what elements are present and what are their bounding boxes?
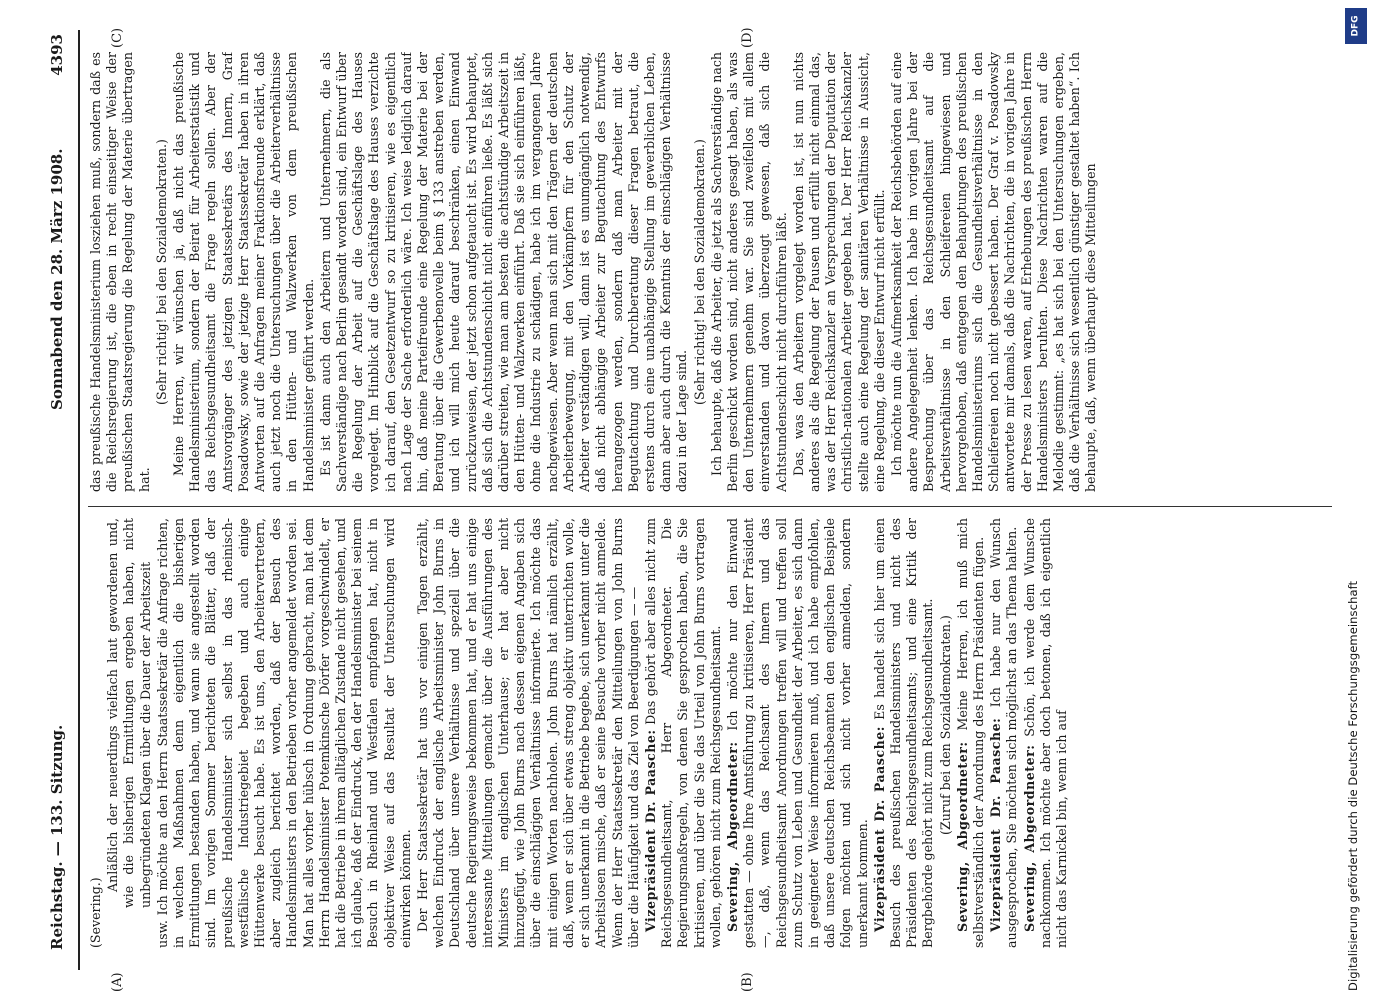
right-paragraph: Es ist dann auch den Arbeitern und Unternehmern, die als Sachverständige nach Berlin gesandt worden sind, ein Entwurf über die Regelung der Arbeit auf die Geschäftslage des Hauses vorgelegt. Im Hinblick auf die Geschäftslage des Hauses verzichte ich darauf, den Gesetzentwurf so zu kritisieren, wie es eigentlich nach Lage der Sache erforderlich wäre. Ich weise lediglich darauf hin, daß meine Parteifreunde eine Regelung der Materie bei der Beratung über die Gewerbenovelle beim § 133 anstreben werden, und ich will mich heute darauf beschränken, einen Einwand zurückzuweisen, der jetzt schon aufgetaucht ist. Es wird behauptet, daß sich die Achtstundenschicht nicht einführen ließe. Es läßt sich darüber streiten, wie man am besten die achtstündige Arbeitszeit in den Hütten- und Walzwerken einführt. Daß sie sich einführen läßt, ohne die Industrie zu schädigen, habe ich im vergangenen Jahre nachgewiesen. Aber wenn man sich mit den Trägern der deutschen Arbeiterbewegung, mit den Vorkämpfern für den Schutz der Arbeiter verständigen will, dann ist es unumgänglich notwendig, daß nicht abhängige Arbeiter zur Begutachtung des Entwurfs herangezogen werden, sondern daß man Arbeiter mit der Begutachtung und Durchberatung dieser Fragen betraut, die erstens durch eine unabhängige Stellung im gewerblichen Leben, dann aber auch durch die Kenntnis der einschlägigen Verhältnisse dazu in der Lage sind. <box>317 52 690 492</box>
exchange <box>988 518 1020 948</box>
speech-text: Ich möchte nur den Einwand gestatten — ohne Ihre Amtsführung zu kritisieren, Herr Präsident —, daß, wenn das Reichsamt des Innern und das Reichsgesundheitsamt Anordnungen treffen will und treffen soll zum Schutz von Leben und Gesundheit der Arbeiter, es sich dann in geeigneter Weise informieren muß, und ich habe empfohlen, daß unsere deutschen Reichsbeamten den englischen Beispiele folgen möchten und sich nicht vorher anmelden, sondern unerkannt kommen. <box>724 518 870 948</box>
right-paragraph: Ich möchte nun die Aufmerksamkeit der Reichsbehörden auf eine andere Angelegenheit lenken. Ich habe im vorigen Jahre bei der Besprechung über das Reichsgesundheitsamt auf die Arbeitsverhältnisse in den Schleifereien hingewiesen und hervorgehoben, daß entgegen den Behauptungen des preußischen Handelsministeriums sich die Gesundheitsverhältnisse in den Schleifereien noch nicht gebessert haben. Der Graf v. Posadowsky antwortete mir damals, daß die Nachrichten, die in vorigen Jahre in der Presse zu lesen waren, auf Erhebungen des preußischen Herrn Handelsministers beruhten. Diese Nachrichten waren auf die Melodie gestimmt: „es hat sich bei den Untersuchungen ergeben, daß die Verhältnisse sich wesentlich günstiger gestaltet haben“. Ich behaupte, daß, wenn überhaupt diese Mitteilungen <box>888 52 1099 492</box>
speaker-tag: (Severing.) <box>88 877 103 948</box>
exchange <box>725 518 871 948</box>
interjection-note: (Sehr richtig! bei den Sozialdemokraten.) <box>691 139 707 405</box>
right-paragraph: Das, was den Arbeitern vorgelegt worden ist, ist nun nichts anderes als die Regelung der Pausen und erfüllt nicht einmal das, was der Herr Reichskanzler an Versprechungen der Deputation der christlich-nationalen Arbeiter gegeben hat. Der Herr Reichskanzler stellte auch eine Regelung der sanitären Verhältnisse in Aussicht, eine Regelung, die dieser Entwurf nicht erfüllt. <box>790 52 887 492</box>
speaker-name: Severing, Abgeordneter: <box>1021 744 1037 932</box>
speech-text: Ich habe nur den Wunsch ausgesprochen, Sie möchten sich möglichst an das Thema halten. <box>988 518 1020 948</box>
digitization-stamp <box>1341 6 1371 996</box>
right-paragraph: Ich behaupte, daß die Arbeiter, die jetzt als Sachverständige nach Berlin geschickt worden sind, nicht anderes gesagt haben, als was den Unternehmern genehm war. Sie sind zweifellos mit allem einverstanden und davon überzeugt gewesen, daß sich die Achtstundenschicht nicht durchführen läßt. <box>708 52 789 492</box>
speaker-name: Vizepräsident Dr. Paasche: <box>871 726 887 932</box>
right-column <box>88 52 1332 492</box>
speech-text: Das gehört aber alles nicht zum Reichsgesundheitsamt, Herr Abgeordneter. Die Regierungsmaßregeln, von denen Sie gesprochen haben, die Sie kritisieren, und über die Sie das Urteil von John Burns vortragen wollen, gehören nicht zum Reichsgesundheitsamt. <box>642 518 723 948</box>
left-paragraph: Der Herr Staatssekretär hat uns vor einigen Tagen erzählt, welchen Eindruck der englische Arbeitsminister John Burns in Deutschland über unsere Verhältnisse und speziell über die deutsche Regierungsweise bekommen hat, und er hat uns einige interessante Mitteilungen gemacht über die Ausführungen des Ministers im englischen Unterhause; er hat aber nicht hinzugefügt, wie John Burns nach dessen eigenen Angaben sich über die einschlägigen Verhältnisse informierte. Ich möchte das mit einigen Worten nachholen. John Burns hat nämlich erzählt, daß, wenn er sich über etwas streng objektiv unterrichten wolle, er sich unerkannt in die Betriebe begebe, sich unerkannt unter die Arbeitslosen mische, daß er seine Besuche vorher nicht anmelde. Wenn der Herr Staatssekretär den Mitteilungen von John Burns über die Häufigkeit und das Ziel von Beerdigungen — — <box>415 518 641 948</box>
right-paragraph: Meine Herren, wir wünschen ja, daß nicht das preußische Handelsministerium, sondern der Beirat für Arbeiterstatistik und das Reichsgesundheitsamt die Frage regeln sollen. Aber der Amtsvorgänger des jetzigen Staatssekretärs des Innern, Graf Posadowsky, sowie der jetzige Herr Staatssekretär haben in ihren Antworten auf die Anfragen meiner Fraktionsfreunde erklärt, daß auch jetzt noch die Untersuchungen über die Arbeiterverhältnisse in den Hütten- und Walzwerken von dem preußischen Handelsminister geführt werden. <box>171 52 316 492</box>
header-date: Sonnabend den 28. März 1908. <box>48 148 66 410</box>
header-session-title: Reichstag. — 133. Sitzung. <box>48 724 66 950</box>
margin-label-b: (B) <box>740 972 755 992</box>
speech-text: Meine Herren, ich muß mich selbstverständlich der Anordnung des Herrn Präsidenten fügen. <box>954 518 986 948</box>
margin-label-a: (A) <box>110 972 125 992</box>
speech-text: Es handelt sich hier um einen Besuch des preußischen Handelsministers und nicht des Präsidenten des Reichsgesundheitsamts; und eine Kritik der Bergbehörde gehört nicht zum Reichsgesundheitsamt. <box>871 518 936 948</box>
speaker-name: Vizepräsident Dr. Paasche: <box>642 729 658 932</box>
exchange <box>872 518 937 948</box>
speaker-name: Severing, Abgeordneter: <box>954 741 970 932</box>
speaker-name: Vizepräsident Dr. Paasche: <box>988 717 1004 932</box>
rotated-document-page <box>40 27 1340 992</box>
speaker-name: Severing, Abgeordneter: <box>724 741 740 932</box>
left-paragraph: usw. Ich möchte an den Herrn Staatssekretär die Anfrage richten, in welchen Maßnahmen denn eigentlich die bisherigen Ermittlungen bestanden haben, und wann sie angestellt worden sind. Im vorigen Sommer berichteten die Blätter, daß der preußische Handelsminister sich selbst in das rheinisch-westfälische Industriegebiet begeben und auch einige Hüttenwerke besucht habe. Es ist uns, den Arbeitervertretern, aber zugleich berichtet worden, daß der Besuch des Handelsministers in den Betrieben vorher angemeldet worden sei. Man hat alles vorher hübsch in Ordnung gebracht, man hat dem Herrn Handelsminister Potemkinsche Dörfer vorgeschwindelt, er hat die Betriebe in ihrem alltäglichen Zustande nicht gesehen, und ich glaube, daß der Eindruck, den der Handelsminister bei seinem Besuch in Rheinland und Westfalen empfangen hat, nicht in objektiver Weise auf das Resultat der Untersuchungen wird einwirken können. <box>154 518 413 948</box>
exchange <box>955 518 987 948</box>
speech-text: Schön, ich werde dem Wunsche nachkommen. Ich möchte aber doch betonen, daß ich eigentlich nicht das Karnickel bin, wenn ich auf <box>1021 518 1069 948</box>
header-page-number: 4393 <box>48 34 66 76</box>
left-column <box>88 518 1332 948</box>
column-divider <box>88 506 1332 507</box>
interjection-note: (Zuruf bei den Sozialdemokraten.) <box>937 615 953 835</box>
exchange <box>643 518 724 948</box>
exchange <box>1022 518 1071 948</box>
margin-label-c: (C) <box>110 27 125 48</box>
interjection-note: (Sehr richtig! bei den Sozialdemokraten.) <box>153 139 169 405</box>
dfg-logo-text: DFG <box>1350 15 1361 37</box>
digitization-stamp-text: Digitalisierung gefördert durch die Deutsche Forschungsgemeinschaft <box>1346 580 1360 991</box>
page-header <box>40 30 80 970</box>
left-paragraph: Anläßlich der neuerdings vielfach laut gewordenen und, wie die bisherigen Ermittlungen ergeben haben, nicht unbegründeten Klagen über die Dauer der Arbeitszeit <box>105 518 153 908</box>
right-paragraph: das preußische Handelsministerium losziehen muß, sondern daß es die Reichsregierung ist, die eben in recht einseitiger Weise der preußischen Staatsregierung die Regelung der Materie übertragen hat. <box>88 52 152 492</box>
margin-label-d: (D) <box>740 27 755 48</box>
